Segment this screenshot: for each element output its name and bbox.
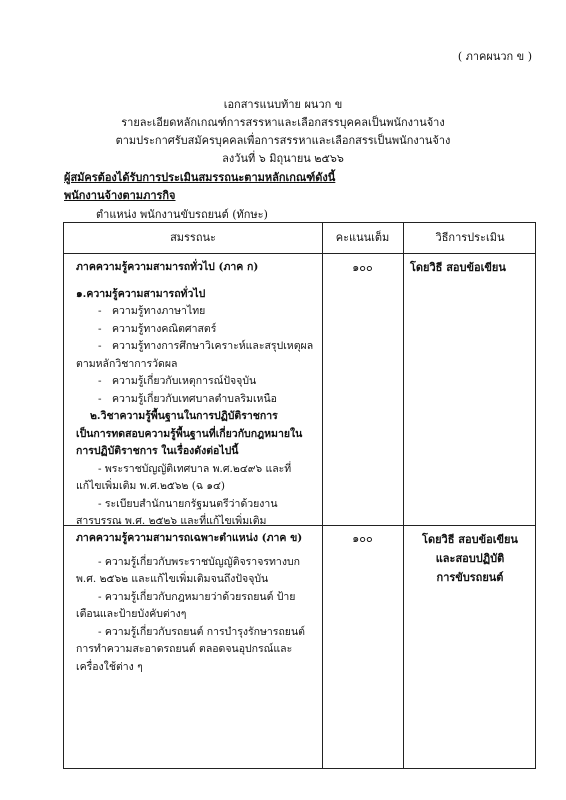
- section-general-title: ภาคความรู้ความสามารถทั่วไป (ภาค ก): [76, 261, 259, 273]
- list-item: - ความรู้เกี่ยวกับกฎหมายว่าด้วยรถยนต์ ป้ายเตือนและป้ายบังคับต่างๆ: [76, 590, 296, 620]
- list-item: - ความรู้เกี่ยวกับเทศบาลตำบลริมเหนือ: [98, 392, 277, 405]
- list-item: - ความรู้ทางการศึกษาวิเคราะห์และสรุปเหตุผล: [98, 340, 314, 352]
- list-item: - ความรู้เกี่ยวกับรถยนต์ การบำรุงรักษารถยนต์ การทำความสะอาดรถยนต์ ตลอดจนอุปกรณ์และเครื่องใช้ต่าง ๆ: [76, 625, 305, 673]
- sub-general-title: ๑.ความรู้ความสามารถทั่วไป: [76, 287, 206, 300]
- section-general-score: ๑๐๐: [352, 261, 373, 274]
- table-column-divider: [403, 223, 404, 768]
- title-line-2: รายละเอียดหลักเกณฑ์การสรรหาและเลือกสรรบุคคลเป็นพนักงานจ้าง: [121, 116, 445, 129]
- list-item: - ระเบียบสำนักนายกรัฐมนตรีว่าด้วยงานสารบรรณ พ.ศ. ๒๕๒๖ และที่แก้ไขเพิ่มเติม: [76, 497, 278, 527]
- header-method: วิธีการประเมิน: [435, 231, 505, 244]
- competency-table: [63, 222, 536, 769]
- method-line: การขับรถยนต์: [436, 571, 504, 584]
- method-line: และสอบปฏิบัติ: [435, 552, 505, 565]
- method-line: โดยวิธี สอบข้อเขียน: [422, 533, 518, 546]
- sub-basic-knowledge-title: ๒.วิชาความรู้พื้นฐานในการปฏิบัติราชการ เป็นการทดสอบความรู้พื้นฐานที่เกี่ยวกับกฎหมายในการปฏิบัติราชการ ในเรื่องดังต่อไปนี้: [76, 410, 303, 457]
- header-competency: สมรรถนะ: [170, 231, 216, 244]
- table-column-divider: [322, 223, 323, 768]
- title-line-3: ตามประกาศรับสมัครบุคคลเพื่อการสรรหาและเลือกสรรเป็นพนักงานจ้าง: [115, 134, 451, 147]
- list-item-continuation: ตามหลักวิชาการวัดผล: [76, 357, 178, 370]
- document-title: [0, 96, 566, 168]
- section-specific-method: [403, 530, 537, 587]
- section-general-cell: [76, 259, 316, 531]
- list-item: - ความรู้เกี่ยวกับเหตุการณ์ปัจจุบัน: [98, 375, 257, 387]
- section-specific-score: ๑๐๐: [352, 532, 373, 545]
- list-item: - ความรู้เกี่ยวกับพระราชบัญญัติจราจรทางบก พ.ศ. ๒๕๖๒ และแก้ไขเพิ่มเติมจนถึงปัจจุบัน: [76, 555, 300, 585]
- title-line-1: เอกสารแนบท้าย ผนวก ข: [223, 98, 343, 111]
- intro-line-2: พนักงานจ้างตามภารกิจ: [64, 189, 176, 202]
- section-general-method: โดยวิธี สอบข้อเขียน: [410, 261, 506, 274]
- list-item: - ความรู้ทางคณิตศาสตร์: [98, 322, 217, 335]
- intro-block: [64, 169, 335, 205]
- title-line-4: ลงวันที่ ๖ มิถุนายน ๒๕๖๖: [222, 152, 344, 165]
- section-specific-title: ภาคความรู้ความสามารถเฉพาะตำแหน่ง (ภาค ข): [76, 532, 303, 544]
- list-item: - ความรู้ทางภาษาไทย: [98, 305, 206, 317]
- intro-line-1: ผู้สมัครต้องได้รับการประเมินสมรรถนะตามหลักเกณฑ์ดังนี้: [64, 171, 336, 184]
- section-specific-cell: [76, 530, 316, 676]
- header-full-score: คะแนนเต็ม: [335, 231, 390, 244]
- position-title: ตำแหน่ง พนักงานขับรถยนต์ (ทักษะ): [96, 208, 268, 221]
- annex-label: ( ภาคผนวก ข ): [457, 50, 532, 63]
- list-item: - พระราชบัญญัติเทศบาล พ.ศ.๒๔๙๖ และที่แก้ไขเพิ่มเติม พ.ศ.๒๕๖๒ (ฉ ๑๔): [76, 462, 292, 492]
- table-row-divider: [64, 253, 535, 254]
